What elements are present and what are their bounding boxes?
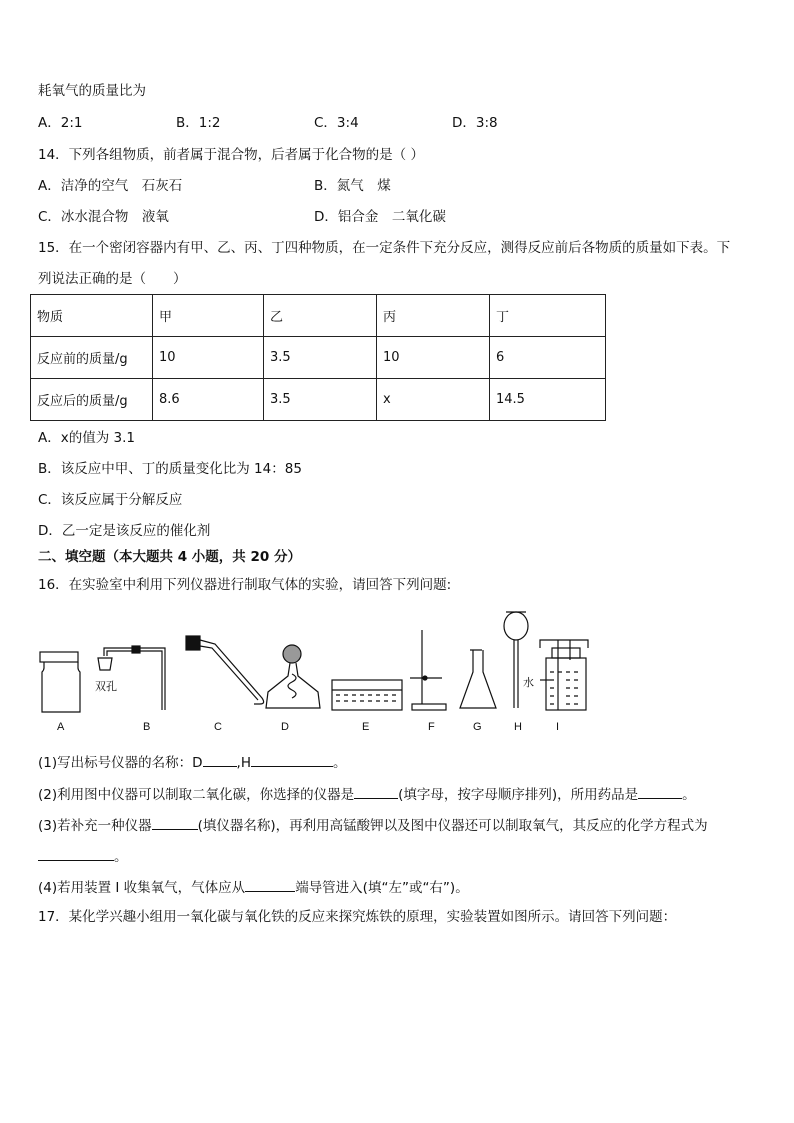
q16-part4-text-a: (4)若用装置 I 收集氧气，气体应从 [38, 880, 246, 896]
q13-option-c: C．3:4 [314, 115, 359, 131]
q16-part1 [38, 752, 346, 772]
q16-part2-text-a: (2)利用图中仪器可以制取二氧化碳，你选择的仪器是 [38, 787, 355, 803]
table-cell: 14.5 [490, 379, 606, 421]
table-header-cell: 乙 [264, 295, 377, 337]
answer-blank-instruments[interactable] [354, 784, 398, 799]
label-e: E [362, 721, 370, 733]
answer-blank-h[interactable] [251, 752, 333, 767]
table-cell: x [377, 379, 490, 421]
answer-blank-equation[interactable] [38, 846, 114, 861]
answer-blank-extra-instrument[interactable] [152, 815, 198, 830]
label-c: C [214, 721, 222, 733]
table-cell: 反应前的质量/g [31, 337, 153, 379]
table-header-row [31, 295, 606, 337]
answer-blank-reagents[interactable] [638, 784, 682, 799]
lab-apparatus-figure [30, 600, 600, 740]
q16-part2-text-b: (填字母，按字母顺序排列)，所用药品是 [398, 787, 639, 803]
q15-stem-line2: 列说法正确的是（ ） [38, 271, 187, 287]
apparatus-h-funnel-icon [504, 612, 528, 708]
apparatus-i-wash-bottle-icon [540, 640, 588, 710]
table-cell: 3.5 [264, 337, 377, 379]
q15-option-a: A．x的值为 3.1 [38, 430, 135, 446]
note-two-hole: 双孔 [95, 681, 117, 693]
q15-option-b: B．该反应中甲、丁的质量变化比为 14：85 [38, 461, 302, 477]
apparatus-e-trough-icon [332, 680, 402, 710]
label-h: H [514, 721, 522, 733]
apparatus-diagram [30, 600, 600, 740]
section-title: 二、填空题（本大题共 4 小题，共 20 分） [38, 549, 301, 565]
answer-blank-d[interactable] [203, 752, 237, 767]
q14-option-c: C．冰水混合物 液氧 [38, 209, 169, 225]
label-i: I [556, 721, 560, 733]
apparatus-g-flask-icon [460, 650, 496, 708]
table-cell: 8.6 [153, 379, 264, 421]
table-cell: 3.5 [264, 379, 377, 421]
q16-part2 [38, 784, 696, 804]
q16-part3-text-b: (填仪器名称)，再利用高锰酸钾以及图中仪器还可以制取氧气，其反应的化学方程式为 [197, 818, 708, 834]
answer-blank-inlet-side[interactable] [245, 877, 295, 892]
q16-part3 [38, 815, 708, 835]
label-d: D [281, 721, 289, 733]
table-cell: 10 [153, 337, 264, 379]
q14-stem: 14．下列各组物质，前者属于混合物，后者属于化合物的是（ ） [38, 147, 424, 163]
table-cell: 反应后的质量/g [31, 379, 153, 421]
q13-option-b: B．1:2 [176, 115, 221, 131]
q16-part3-text-c: 。 [114, 849, 128, 865]
q15-option-d: D．乙一定是该反应的催化剂 [38, 523, 211, 539]
label-f: F [428, 721, 435, 733]
q16-part4 [38, 877, 469, 897]
q16-part3-cont [38, 846, 128, 866]
label-a: A [57, 721, 65, 733]
q14-option-b: B．氮气 煤 [314, 178, 391, 194]
label-g: G [473, 721, 482, 733]
q13-stem-tail: 耗氧气的质量比为 [38, 83, 146, 99]
table-header-cell: 丙 [377, 295, 490, 337]
table-row [31, 337, 606, 379]
q16-part1-text-c: 。 [332, 755, 347, 771]
apparatus-f-stand-icon [410, 630, 446, 710]
apparatus-d-lamp-icon [266, 645, 320, 708]
table-cell: 6 [490, 337, 606, 379]
q17-stem: 17．某化学兴趣小组用一氧化碳与氧化铁的反应来探究炼铁的原理，实验装置如图所示。请回答下列问题： [38, 909, 677, 925]
q15-option-c: C．该反应属于分解反应 [38, 492, 183, 508]
q15-mass-table [30, 294, 606, 421]
table-header-cell: 丁 [490, 295, 606, 337]
q14-option-d: D．铝合金 二氧化碳 [314, 209, 446, 225]
q16-stem: 16．在实验室中利用下列仪器进行制取气体的实验，请回答下列问题: [38, 577, 452, 593]
table-cell: 10 [377, 337, 490, 379]
q13-option-d: D．3:8 [452, 115, 498, 131]
apparatus-c-stopper-tube-icon [186, 636, 264, 704]
q16-part3-text-a: (3)若补充一种仪器 [38, 818, 152, 834]
q16-part2-text-c: 。 [682, 787, 696, 803]
apparatus-a-bottle-icon [40, 652, 80, 712]
label-b: B [143, 721, 151, 733]
apparatus-b-stopper-tube-icon [98, 646, 165, 710]
q14-option-a: A．洁净的空气 石灰石 [38, 178, 183, 194]
q13-option-a: A．2:1 [38, 115, 83, 131]
q16-part4-text-b: 端导管进入(填“左”或“右”)。 [295, 880, 469, 896]
table-row [31, 379, 606, 421]
note-water: 水 [523, 677, 534, 689]
q16-part1-text-a: (1)写出标号仪器的名称：D [38, 755, 203, 771]
q15-stem-line1: 15．在一个密闭容器内有甲、乙、丙、丁四种物质，在一定条件下充分反应，测得反应前后各物质的质量如下表。下 [38, 240, 731, 256]
table-header-cell: 甲 [153, 295, 264, 337]
q16-part1-text-b: ,H [236, 755, 251, 771]
table-header-cell: 物质 [31, 295, 153, 337]
